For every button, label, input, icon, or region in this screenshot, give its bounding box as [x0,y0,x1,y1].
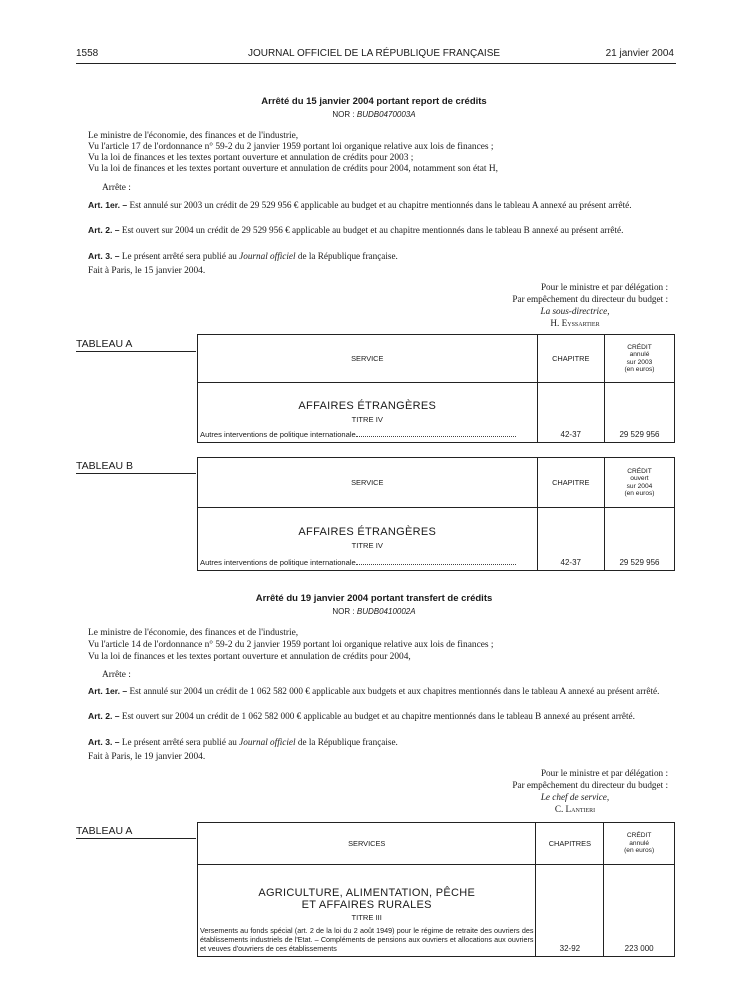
decree2-sig-role: Le chef de service, [540,792,610,802]
tableA1-body [198,383,538,443]
decree2-sig-line2: Par empêchement du directeur du budget : [512,780,668,790]
decree2-sig-name: C. Lantieri [554,804,596,814]
tableA1-col-service: SERVICE [198,335,538,383]
decree2-fait: Fait à Paris, le 19 janvier 2004. [88,752,206,762]
decree1-intro-1: Vu l'article 17 de l'ordonnance n° 59-2 du 2 janvier 1959 portant loi organique relative aux lois de finances ; [88,142,494,152]
tableA1-row-credit: 29 529 956 [604,383,674,443]
decree1-sig-line2: Par empêchement du directeur du budget : [512,294,668,304]
tableA2-label-rule [76,838,196,839]
tableA1-row-chapitre: 42-37 [537,383,604,443]
tableB1-label-rule [76,473,196,474]
tableA2-titre: TITRE III [351,913,382,922]
tableB1-col-credit: CRÉDIT ouvert sur 2004 (en euros) [604,458,674,508]
decree1-sig-role: La sous-directrice, [540,306,610,316]
tableA2-row-credit: 223 000 [604,865,675,957]
tableA1-titre: TITRE IV [351,415,383,424]
tableA1-col-credit: CRÉDIT annulé sur 2003 (en euros) [604,335,674,383]
tableA2-col-chapitre: CHAPITRES [536,823,604,865]
tableB1-col-service: SERVICE [198,458,538,508]
tableA1-section: AFFAIRES ÉTRANGÈRES [298,400,437,412]
decree2-intro-1: Vu l'article 14 de l'ordonnance n° 59-2 du 2 janvier 1959 portant loi organique relative aux lois de finances ; [88,640,494,650]
decree1-intro-2: Vu la loi de finances et les textes portant ouverture et annulation de crédits pour 2003 ; [88,153,414,163]
tableA1-label-rule [76,351,196,352]
tableA1-col-chapitre: CHAPITRE [537,335,604,383]
tableA2-section-line1: AGRICULTURE, ALIMENTATION, PÊCHE [258,887,476,899]
tableA1-label: TABLEAU A [76,338,133,350]
decree1-art3: Art. 3. – Le présent arrêté sera publié au Journal officiel de la République française. [88,251,398,261]
decree1-nor: NOR : BUDB0470003A [332,110,416,119]
tableB1-col-chapitre: CHAPITRE [537,458,604,508]
decree2-title: Arrêté du 19 janvier 2004 portant transfert de crédits [255,593,493,604]
decree2-intro-0: Le ministre de l'économie, des finances et de l'industrie, [88,628,299,638]
tableA2 [197,822,675,957]
decree1-intro-3: Vu la loi de finances et les textes portant ouverture et annulation de crédits pour 2004, notamment son état H, [88,164,498,174]
tableB1-body [198,508,538,571]
decree2-nor: NOR : BUDB0410002A [332,607,416,616]
decree1-arrete: Arrête : [102,183,131,193]
decree1-intro-0: Le ministre de l'économie, des finances et de l'industrie, [88,131,299,141]
tableA2-row-chapitre: 32-92 [536,865,604,957]
tableB1-row-chapitre: 42-37 [537,508,604,571]
tableB1-row-credit: 29 529 956 [604,508,674,571]
tableA1 [197,334,675,443]
tableB1-section: AFFAIRES ÉTRANGÈRES [298,526,437,538]
page-number: 1558 [76,48,99,59]
decree1-art1: Art. 1er. – Est annulé sur 2003 un crédit de 29 529 956 € applicable au budget et au chapitre mentionnés dans le tableau A annexé au présent arrêté. [88,200,632,210]
decree1-sig-name: H. Eyssartier [550,318,600,328]
journal-title: JOURNAL OFFICIEL DE LA RÉPUBLIQUE FRANÇAISE [247,48,501,59]
tableB1-row-label: Autres interventions de politique internationale [200,558,535,567]
decree2-art2: Art. 2. – Est ouvert sur 2004 un crédit de 1 062 582 000 € applicable au budget et au chapitre mentionnés dans le tableau B annexé au présent arrêté. [88,711,635,721]
decree1-art2: Art. 2. – Est ouvert sur 2004 un crédit de 29 529 956 € applicable au budget et au chapitre mentionnés dans le tableau B annexé au présent arrêté. [88,225,624,235]
tableB1-label: TABLEAU B [76,460,133,472]
decree2-art3: Art. 3. – Le présent arrêté sera publié au Journal officiel de la République française. [88,737,398,747]
tableA2-label: TABLEAU A [76,825,133,837]
tableB1 [197,457,675,571]
tableB1-titre: TITRE IV [351,541,383,550]
tableA2-col-service: SERVICES [198,823,536,865]
decree1-fait: Fait à Paris, le 15 janvier 2004. [88,266,206,276]
decree2-arrete: Arrête : [102,670,131,680]
tableA2-col-credit: CRÉDIT annulé (en euros) [604,823,675,865]
decree1-sig-line1: Pour le ministre et par délégation : [540,282,668,292]
decree1-title: Arrêté du 15 janvier 2004 portant report de crédits [261,96,487,107]
tableA1-row-label: Autres interventions de politique internationale [200,430,535,439]
decree2-sig-line1: Pour le ministre et par délégation : [540,768,668,778]
tableA2-row-label: Versements au fonds spécial (art. 2 de la loi du 2 août 1949) pour le régime de retraite des ouvriers des établissements industriels de l'Etat. – Compléments de pensions aux ouvriers et allocations aux ouvriers et veuves d'ouvriers de ces établissements [200,926,534,953]
decree2-art1: Art. 1er. – Est annulé sur 2004 un crédit de 1 062 582 000 € applicable aux budgets et aux chapitres mentionnés dans le tableau A annexé au présent arrêté. [88,686,660,696]
header-rule [76,63,676,64]
tableA2-section-line2: ET AFFAIRES RURALES [301,899,432,911]
issue-date: 21 janvier 2004 [605,48,674,59]
decree2-intro-2: Vu la loi de finances et les textes portant ouverture et annulation de crédits pour 2004, [88,652,411,662]
tableA2-body [198,865,536,957]
